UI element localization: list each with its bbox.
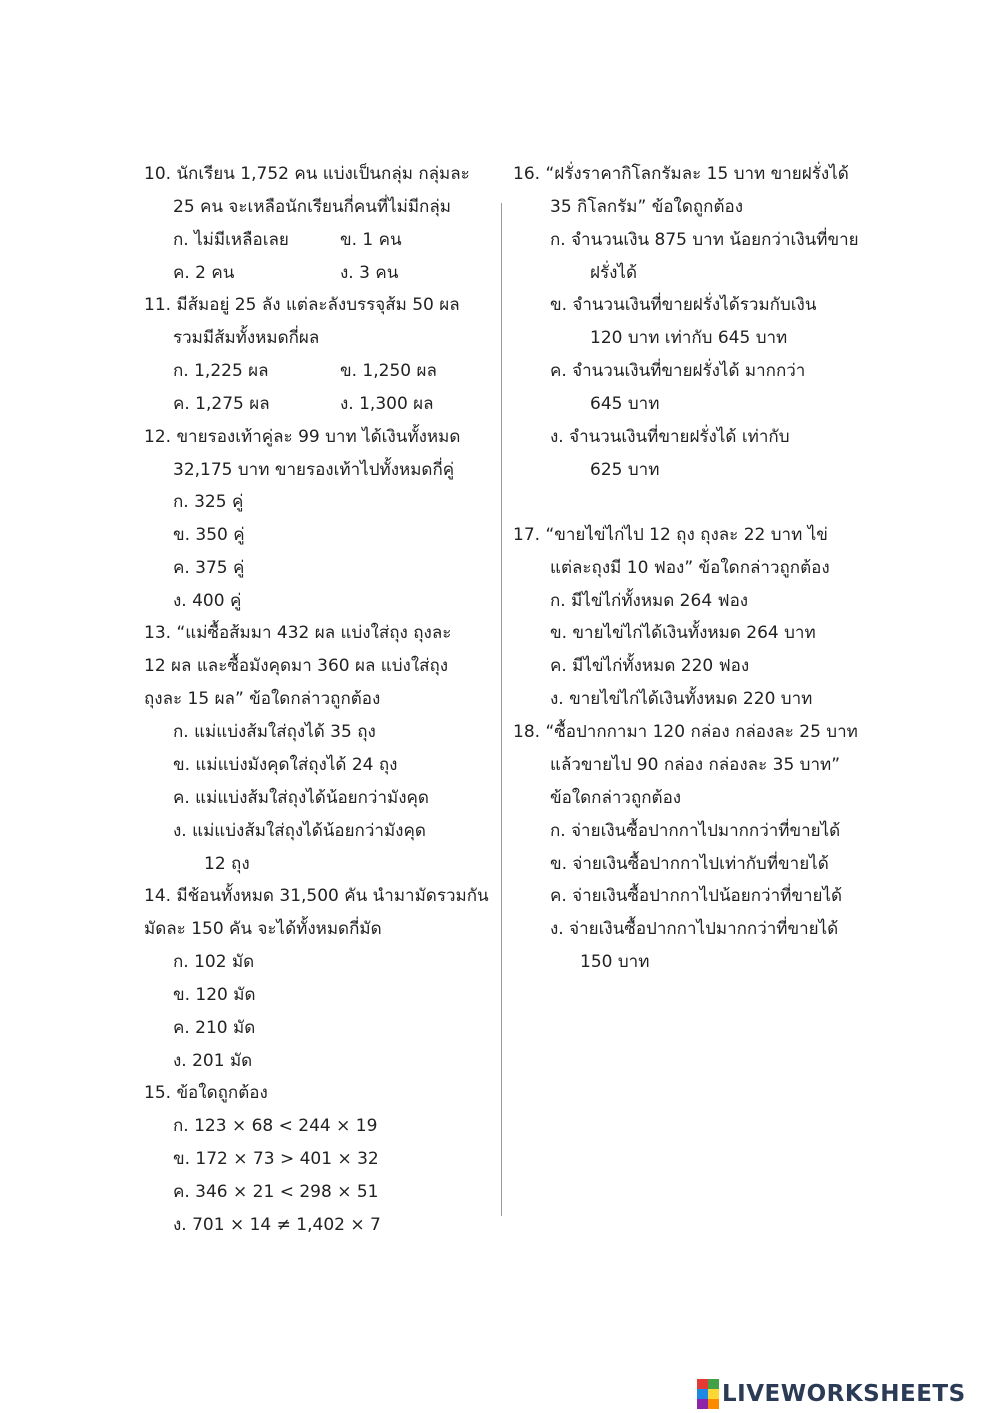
question-16-line-1: 16. “ฝรั่งราคากิโลกรัมละ 15 บาท ขายฝรั่งได้ bbox=[513, 164, 849, 184]
question-10-option-a: ก. ไม่มีเหลือเลย bbox=[173, 230, 289, 250]
question-17-option-a: ก. มีไข่ไก่ทั้งหมด 264 ฟอง bbox=[550, 591, 749, 611]
question-11-line-2: รวมมีส้มทั้งหมดกี่ผล bbox=[173, 328, 320, 348]
badge-cell bbox=[697, 1379, 708, 1389]
column-divider bbox=[501, 203, 502, 1216]
question-10-option-c: ค. 2 คน bbox=[173, 263, 235, 283]
question-18-line-3: ข้อใดกล่าวถูกต้อง bbox=[550, 788, 682, 808]
question-15-option-d: ง. 701 × 14 ≠ 1,402 × 7 bbox=[173, 1215, 381, 1235]
question-15-option-c: ค. 346 × 21 < 298 × 51 bbox=[173, 1182, 379, 1202]
liveworksheets-logo[interactable] bbox=[697, 1377, 966, 1411]
question-17-option-b: ข. ขายไข่ไก่ได้เงินทั้งหมด 264 บาท bbox=[550, 623, 816, 643]
question-14-option-b: ข. 120 มัด bbox=[173, 985, 256, 1005]
badge-cell bbox=[708, 1389, 719, 1399]
question-13-line-2: 12 ผล และซื้อมังคุดมา 360 ผล แบ่งใส่ถุง bbox=[144, 656, 449, 676]
question-12-option-c: ค. 375 คู่ bbox=[173, 558, 245, 578]
question-18-line-1: 18. “ซื้อปากกามา 120 กล่อง กล่องละ 25 บาท bbox=[513, 722, 858, 742]
question-16-option-c-cont: 645 บาท bbox=[590, 394, 660, 414]
question-18-option-b: ข. จ่ายเงินซื้อปากกาไปเท่ากับที่ขายได้ bbox=[550, 854, 829, 874]
question-13-option-d: ง. แม่แบ่งส้มใส่ถุงได้น้อยกว่ามังคุด bbox=[173, 821, 426, 841]
question-16-option-d: ง. จำนวนเงินที่ขายฝรั่งได้ เท่ากับ bbox=[550, 427, 790, 447]
question-12-option-b: ข. 350 คู่ bbox=[173, 525, 245, 545]
question-18-option-a: ก. จ่ายเงินซื้อปากกาไปมากกว่าที่ขายได้ bbox=[550, 821, 841, 841]
question-13-option-d-cont: 12 ถุง bbox=[204, 854, 250, 874]
question-10-option-d: ง. 3 คน bbox=[340, 263, 399, 283]
badge-cell bbox=[708, 1399, 719, 1409]
badge-cell bbox=[697, 1399, 708, 1409]
question-16-option-b: ข. จำนวนเงินที่ขายฝรั่งได้รวมกับเงิน bbox=[550, 295, 817, 315]
question-17-line-1: 17. “ขายไข่ไก่ไป 12 ถุง ถุงละ 22 บาท ไข่ bbox=[513, 525, 828, 545]
question-11-option-c: ค. 1,275 ผล bbox=[173, 394, 270, 414]
question-10-option-b: ข. 1 คน bbox=[340, 230, 402, 250]
question-15-option-a: ก. 123 × 68 < 244 × 19 bbox=[173, 1116, 378, 1136]
question-12-option-d: ง. 400 คู่ bbox=[173, 591, 242, 611]
badge-cell bbox=[697, 1389, 708, 1399]
question-18-line-2: แล้วขายไป 90 กล่อง กล่องละ 35 บาท” bbox=[550, 755, 841, 775]
question-13-option-c: ค. แม่แบ่งส้มใส่ถุงได้น้อยกว่ามังคุด bbox=[173, 788, 429, 808]
question-11-line-1: 11. มีส้มอยู่ 25 ลัง แต่ละลังบรรจุส้ม 50 ผล bbox=[144, 295, 460, 315]
logo-badge-icon bbox=[697, 1379, 719, 1409]
question-16-option-a: ก. จำนวนเงิน 875 บาท น้อยกว่าเงินที่ขาย bbox=[550, 230, 859, 250]
question-14-line-1: 14. มีช้อนทั้งหมด 31,500 คัน นำมามัดรวมกัน bbox=[144, 886, 489, 906]
question-16-option-d-cont: 625 บาท bbox=[590, 460, 660, 480]
question-14-line-2: มัดละ 150 คัน จะได้ทั้งหมดกี่มัด bbox=[144, 919, 382, 939]
question-11-option-d: ง. 1,300 ผล bbox=[340, 394, 434, 414]
question-18-option-d: ง. จ่ายเงินซื้อปากกาไปมากกว่าที่ขายได้ bbox=[550, 919, 839, 939]
question-18-option-d-cont: 150 บาท bbox=[580, 952, 650, 972]
question-12-option-a: ก. 325 คู่ bbox=[173, 492, 244, 512]
question-11-option-a: ก. 1,225 ผล bbox=[173, 361, 269, 381]
question-13-option-b: ข. แม่แบ่งมังคุดใส่ถุงได้ 24 ถุง bbox=[173, 755, 398, 775]
question-11-option-b: ข. 1,250 ผล bbox=[340, 361, 437, 381]
question-10-line-2: 25 คน จะเหลือนักเรียนกี่คนที่ไม่มีกลุ่ม bbox=[173, 197, 451, 217]
question-10-line-1: 10. นักเรียน 1,752 คน แบ่งเป็นกลุ่ม กลุ่มละ bbox=[144, 164, 470, 184]
question-15-line-1: 15. ข้อใดถูกต้อง bbox=[144, 1083, 268, 1103]
brand-name: LIVEWORKSHEETS bbox=[722, 1381, 966, 1407]
question-13-option-a: ก. แม่แบ่งส้มใส่ถุงได้ 35 ถุง bbox=[173, 722, 376, 742]
question-17-line-2: แต่ละถุงมี 10 ฟอง” ข้อใดกล่าวถูกต้อง bbox=[550, 558, 830, 578]
question-17-option-c: ค. มีไข่ไก่ทั้งหมด 220 ฟอง bbox=[550, 656, 750, 676]
badge-cell bbox=[708, 1379, 719, 1389]
question-15-option-b: ข. 172 × 73 > 401 × 32 bbox=[173, 1149, 379, 1169]
question-18-option-c: ค. จ่ายเงินซื้อปากกาไปน้อยกว่าที่ขายได้ bbox=[550, 886, 843, 906]
question-13-line-3: ถุงละ 15 ผล” ข้อใดกล่าวถูกต้อง bbox=[144, 689, 381, 709]
question-14-option-c: ค. 210 มัด bbox=[173, 1018, 256, 1038]
question-16-option-c: ค. จำนวนเงินที่ขายฝรั่งได้ มากกว่า bbox=[550, 361, 806, 381]
question-12-line-2: 32,175 บาท ขายรองเท้าไปทั้งหมดกี่คู่ bbox=[173, 460, 455, 480]
question-14-option-a: ก. 102 มัด bbox=[173, 952, 255, 972]
question-16-option-b-cont: 120 บาท เท่ากับ 645 บาท bbox=[590, 328, 788, 348]
question-16-line-2: 35 กิโลกรัม” ข้อใดถูกต้อง bbox=[550, 197, 744, 217]
question-14-option-d: ง. 201 มัด bbox=[173, 1051, 253, 1071]
question-17-option-d: ง. ขายไข่ไก่ได้เงินทั้งหมด 220 บาท bbox=[550, 689, 813, 709]
question-16-option-a-cont: ฝรั่งได้ bbox=[590, 263, 637, 283]
question-12-line-1: 12. ขายรองเท้าคู่ละ 99 บาท ได้เงินทั้งหมด bbox=[144, 427, 461, 447]
question-13-line-1: 13. “แม่ซื้อส้มมา 432 ผล แบ่งใส่ถุง ถุงละ bbox=[144, 623, 452, 643]
